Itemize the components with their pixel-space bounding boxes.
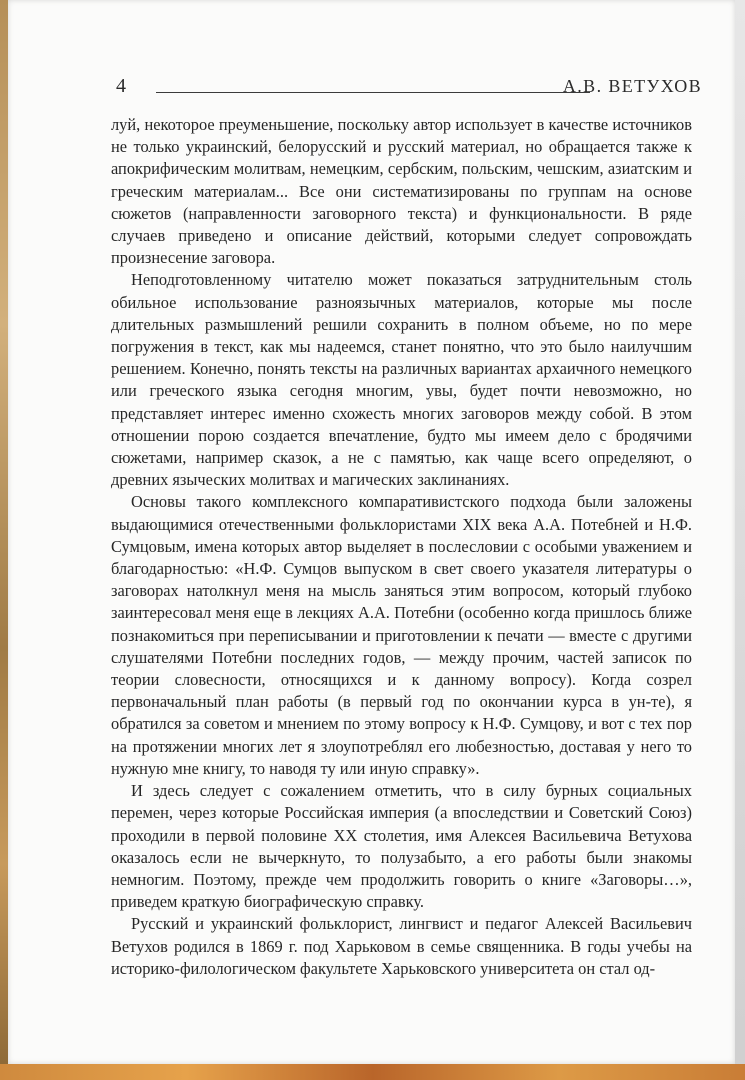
paragraph: Основы такого комплексного компаративистского подхода были заложены выдающимися отечественными фольклористами XIX века А.А. Потебней и Н.Ф. Сумцовым, имена которых автор выделяет в послесловии с особыми уважением и благодарностью: «Н.Ф. Сумцов выпуском в свет своего указателя литературы о заговорах натолкнул меня на мысль заняться этим вопросом, который глубоко заинтересовал меня еще в лекциях А.А. Потебни (особенно когда пришлось ближе познакомиться при переписывании и приготовлении к печати — вместе с другими слушателями Потебни последних годов, — между прочим, частей записок по теории словесности, относящихся и к данному вопросу). Когда созрел первоначальный план работы (в первый год по окончании курса в ун-те), я обратился за советом и мнением по этому вопросу к Н.Ф. Сумцову, и вот с тех пор на протяжении многих лет я злоупотреблял его любезностью, доставая у него то нужную мне книгу, то наводя ту или иную справку». xyxy=(111,492,692,778)
book-edge-left xyxy=(0,0,8,1080)
header-rule xyxy=(156,92,590,93)
page-header xyxy=(110,74,702,100)
page-body xyxy=(111,114,692,980)
paragraph: И здесь следует с сожалением отметить, что в силу бурных социальных перемен, через которые Российская империя (а впоследствии и Советский Союз) проходили в первой половине XX столетия, имя Алексея Васильевича Ветухова оказалось если не вычеркнуто, то полузабыто, а его работы были знакомы немногим. Поэтому, прежде чем продолжить говорить о книге «Заговоры…», приведем краткую биографическую справку. xyxy=(111,781,692,912)
paragraph: Русский и украинский фольклорист, лингвист и педагог Алексей Васильевич Ветухов родился в 1869 г. под Харьковом в семье священника. В годы учебы на историко-филологическом факультете Харьковского университета он стал од- xyxy=(111,914,692,978)
running-head: А.В. ВЕТУХОВ xyxy=(562,76,702,96)
book-edge-bottom xyxy=(0,1064,745,1080)
paragraph: луй, некоторое преуменьшение, поскольку автор использует в качестве источников не только украинский, белорусский и русский материал, но обращается также к апокрифическим молитвам, немецким, сербским, польским, чешским, азиатским и греческим материалам... Все они систематизированы по группам на основе сюжетов (направленности заговорного текста) и функциональности. В ряде случаев приведено и описание действий, которыми следует сопровождать произнесение заговора. xyxy=(111,115,692,268)
paragraph: Неподготовленному читателю может показаться затруднительным столь обильное использование разноязычных материалов, которые мы после длительных размышлений решили сохранить в полном объеме, но по мере погружения в текст, как мы надеемся, станет понятно, что это было наилучшим решением. Конечно, понять тексты на различных вариантах архаичного немецкого или греческого языка сегодня многим, увы, будет почти невозможно, но представляет интерес именно схожесть многих заговоров между собой. В этом отношении порою создается впечатление, будто мы имеем дело с бродячими сюжетами, например сказок, а не с памятью, как чаще всего определяют, о древних языческих молитвах и магических заклинаниях. xyxy=(111,270,692,490)
page-number: 4 xyxy=(116,75,126,97)
book-edge-right xyxy=(735,0,745,1080)
